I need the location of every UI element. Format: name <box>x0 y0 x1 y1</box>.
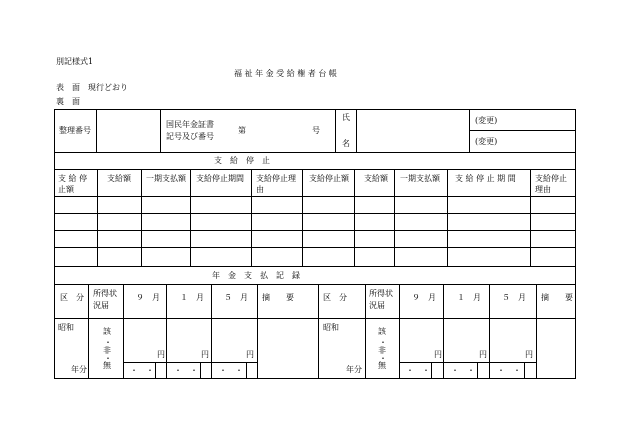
shotoku-label: 況届 <box>369 301 385 310</box>
col-header: 支給停止 <box>535 174 567 183</box>
month-5-label: ５ 月 <box>502 293 526 302</box>
col-header: 支給額 <box>107 174 131 183</box>
yen-label: 円 <box>525 350 533 359</box>
col-header: 支 給 停 止 期 間 <box>455 174 516 183</box>
go-label: 号 <box>312 126 320 135</box>
yen-label: 円 <box>434 350 442 359</box>
month-1-label: １ 月 <box>457 293 481 302</box>
hi-label: 非 <box>103 346 111 355</box>
col-header: 支 給 停 <box>58 174 88 183</box>
seiri-bango-label: 整理番号 <box>59 126 91 135</box>
col-header: 一期支払額 <box>400 174 440 183</box>
col-header: 理由 <box>535 185 551 194</box>
yen-label: 円 <box>157 350 165 359</box>
col-header: 支給額 <box>364 174 388 183</box>
col-header: 支給停止額 <box>309 174 349 183</box>
nenbun-label: 年分 <box>346 365 362 374</box>
date-dots: ・ ・ <box>219 366 243 375</box>
date-dots: ・ ・ <box>174 366 198 375</box>
gai-label: 該 <box>103 327 111 336</box>
separator-dot: ・ <box>379 354 387 363</box>
kubun-label: 区 分 <box>323 293 347 302</box>
showa-label: 昭和 <box>323 323 339 332</box>
nenbun-label: 年分 <box>71 365 87 374</box>
suspension-title: 支 給 停 止 <box>214 156 270 165</box>
shotoku-label: 所得状 <box>369 289 393 298</box>
yen-label: 円 <box>201 350 209 359</box>
shotoku-label: 所得状 <box>93 289 117 298</box>
form-number: 別記様式1 <box>56 57 94 66</box>
gai-label: 該 <box>378 327 386 336</box>
tekiyo-label: 摘 要 <box>541 293 573 302</box>
mu-label: 無 <box>378 361 386 370</box>
kubun-label: 区 分 <box>60 293 84 302</box>
col-header: 支給停止理 <box>256 174 296 183</box>
col-header: 一期支払額 <box>146 174 186 183</box>
showa-label: 昭和 <box>58 323 74 332</box>
kokumin-label-2: 記号及び番号 <box>166 132 214 141</box>
month-1-label: １ 月 <box>180 293 204 302</box>
henko-label-2: (変更) <box>475 137 498 146</box>
kokumin-label-1: 国民年金証書 <box>166 120 214 129</box>
dai-label: 第 <box>238 126 246 135</box>
shi-label: 氏 <box>342 113 350 122</box>
front-note: 表 面 現行どおり <box>56 83 128 92</box>
col-header: 支給停止期間 <box>196 174 244 183</box>
hi-label: 非 <box>378 346 386 355</box>
yen-label: 円 <box>246 350 254 359</box>
col-header: 止額 <box>58 185 74 194</box>
month-9-label: ９ 月 <box>136 293 160 302</box>
shotoku-label: 況届 <box>93 301 109 310</box>
henko-label-1: (変更) <box>475 116 498 125</box>
date-dots: ・ ・ <box>130 366 154 375</box>
separator-dot: ・ <box>379 338 387 347</box>
back-label: 裏 面 <box>56 97 80 106</box>
page-title: 福 祉 年 金 受 給 権 者 台 帳 <box>234 69 337 78</box>
payment-title: 年 金 支 払 記 録 <box>212 271 300 280</box>
separator-dot: ・ <box>104 354 112 363</box>
date-dots: ・ ・ <box>406 366 430 375</box>
month-5-label: ５ 月 <box>224 293 248 302</box>
mei-label: 名 <box>342 139 350 148</box>
date-dots: ・ ・ <box>497 366 521 375</box>
yen-label: 円 <box>479 350 487 359</box>
mu-label: 無 <box>103 361 111 370</box>
date-dots: ・ ・ <box>451 366 475 375</box>
col-header: 由 <box>256 185 264 194</box>
separator-dot: ・ <box>104 338 112 347</box>
month-9-label: ９ 月 <box>412 293 436 302</box>
tekiyo-label: 摘 要 <box>262 293 294 302</box>
